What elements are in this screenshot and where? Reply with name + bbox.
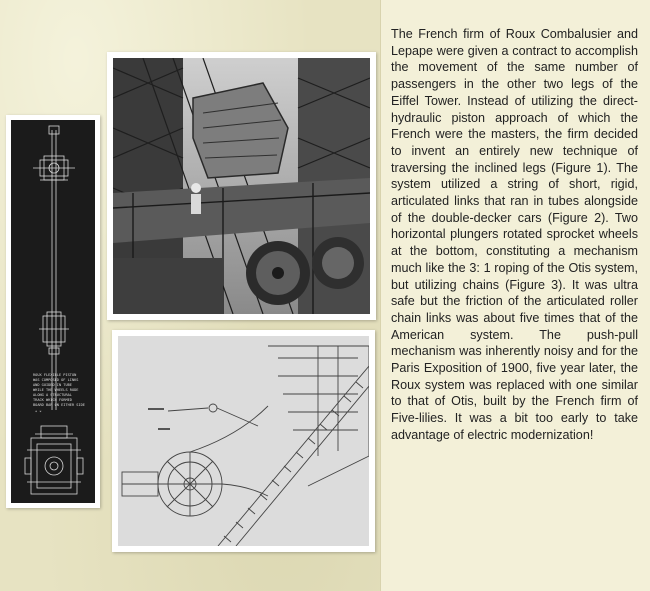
sprocket-drawing	[118, 336, 369, 546]
caption-line-3: AND GUIDED IN TUBE	[33, 383, 72, 387]
caption-line-2: WAS COMPOSED OF LINKS	[33, 378, 79, 382]
caption-line-5: ALONG A STRUCTURAL	[33, 393, 72, 397]
figure-sprocket-drawing	[112, 330, 375, 552]
article-paragraph: The French firm of Roux Combalusier and Lepape were given a contract to accomplish the movement of the same number of passengers in the other two legs of the Eiffel Tower. Instead of utilizing the direct-hydraulic piston approach of which the French were the masters, the firm decided to invent an entirely new technique of traversing the inclined legs (Figure 1). The system utilized a string of short, rigid, articulated links that ran in tubes alongside of the double-decker cars (Figure 2). Two horizontal plungers rotated sprocket wheels at the bottom, constituting a mechanism much like the 3: 1 roping of the Otis system, but utilizing chains (Figure 3). It was ultra safe but the friction of the articulated roller chain links was about five times that of the American system. The push-pull mechanism was inherently noisy and for the Paris Exposition of 1900, five year later, the Roux system was replaced with one similar to that of Otis, built by the French firm of Five-lilies. It was a bit too early to take advantage of electric modernization!	[391, 27, 638, 442]
article-text-panel	[380, 0, 650, 591]
figure-flexible-piston-blueprint	[6, 115, 100, 508]
figure-tower-car-photo	[107, 52, 376, 320]
caption-mark: * *	[35, 410, 42, 414]
caption-line-1: ROUX FLEXIBLE PISTON	[33, 373, 77, 377]
caption-line-6: TRACK WHICH FORMED	[33, 398, 72, 402]
caption-line-4: WHILE THE WHEELS RODE	[33, 388, 79, 392]
blueprint-drawing	[11, 120, 95, 503]
caption-line-7: BOARD BAR ON EITHER SIDE	[33, 403, 85, 407]
tower-car-photo	[113, 58, 370, 314]
